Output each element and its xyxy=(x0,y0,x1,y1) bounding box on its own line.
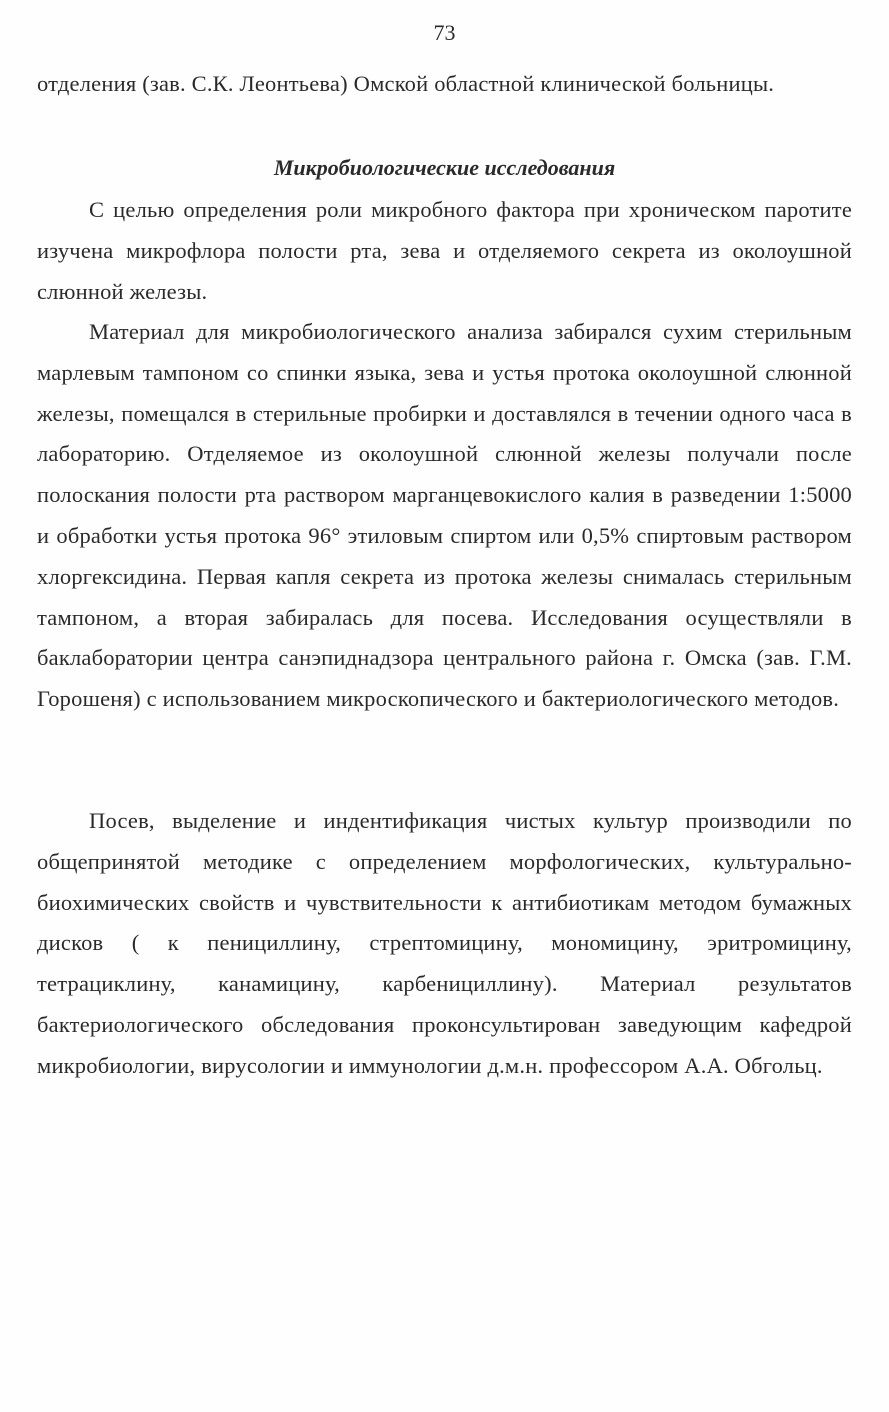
paragraph-purpose xyxy=(37,190,852,312)
continuation-paragraph xyxy=(37,64,852,105)
page-number: 73 xyxy=(433,20,456,45)
paragraph-text: Материал для микробиологического анализа забирался сухим стерильным марлевым тампоном со спинки языка, зева и устья протока околоушной слюнной железы, помещался в стерильные пробирки и доставлялся в течении одного часа в лабораторию. Отделяемое из околоушной слюнной железы получали после полоскания полости рта раствором марганцевокислого калия в разведении 1:5000 и обработки устья протока 96° этиловым спиртом или 0,5% спиртовым раствором хлоргексидина. Первая капля секрета из протока железы снималась стерильным тампоном, а вторая забиралась для посева. Исследования осуществляли в баклаборатории центра санэпиднадзора центрального района г. Омска (зав. Г.М. Горошеня) с использованием микроскопического и бактериологического методов. xyxy=(37,319,852,712)
paragraph-text: С целью определения роли микробного фактора при хроническом паротите изучена микрофлора полости рта, зева и отделяемого секрета из околоушной слюнной железы. xyxy=(37,197,852,304)
continuation-text: отделения (зав. С.К. Леонтьева) Омской областной клинической больницы. xyxy=(37,71,775,96)
paragraph-material xyxy=(37,312,852,720)
paragraph-culture xyxy=(37,801,852,1087)
paragraph-text: Посев, выделение и индентификация чистых культур производили по общепринятой методике с определением морфологических, культурально-биохимических свойств и чувствительности к антибиотикам методом бумажных дисков ( к пенициллину, стрептомицину, мономицину, эритромицину, тетрациклину, канамицину, карбенициллину). Материал результатов бактериологического обследования проконсультирован заведующим кафедрой микробиологии, вирусологии и иммунологии д.м.н. профессором А.А. Обгольц. xyxy=(37,808,852,1078)
section-heading: Микробиологические исследования xyxy=(273,155,616,180)
